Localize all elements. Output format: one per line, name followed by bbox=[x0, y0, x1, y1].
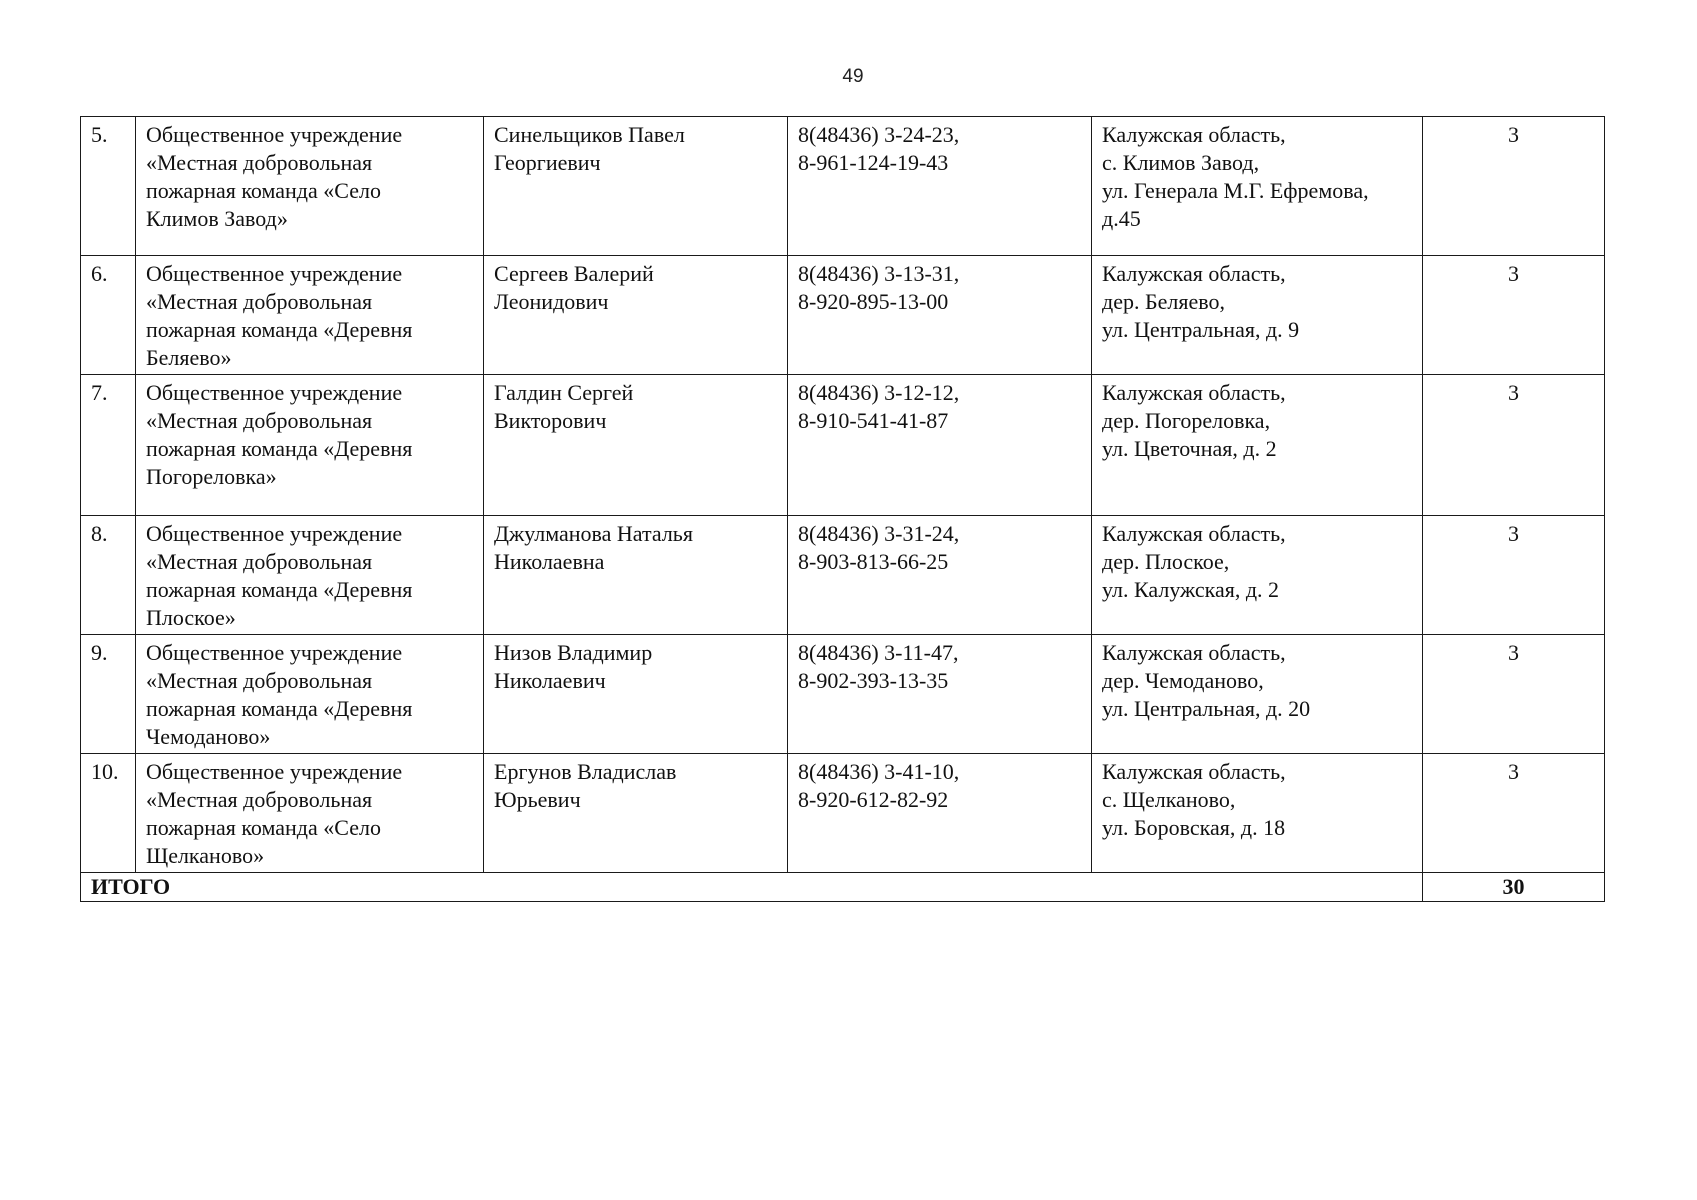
text-line: Беляево» bbox=[146, 345, 232, 370]
text-line: «Местная добровольная bbox=[146, 549, 373, 574]
text-line: Общественное учреждение bbox=[146, 380, 403, 405]
table-row bbox=[81, 256, 1605, 375]
text-line: Общественное учреждение bbox=[146, 521, 403, 546]
text-line: Калужская область, bbox=[1102, 261, 1286, 286]
text-line: Общественное учреждение bbox=[146, 640, 403, 665]
text-line: Галдин Сергей bbox=[494, 380, 634, 405]
address bbox=[1092, 754, 1423, 873]
row-number: 8. bbox=[81, 516, 136, 635]
phone-numbers bbox=[788, 516, 1092, 635]
text-line: 8-920-612-82-92 bbox=[798, 787, 949, 812]
text-line: ул. Центральная, д. 9 bbox=[1102, 317, 1300, 342]
total-row bbox=[81, 873, 1605, 902]
head-name bbox=[484, 256, 788, 375]
text-line: 8(48436) 3-13-31, bbox=[798, 261, 960, 286]
head-name bbox=[484, 754, 788, 873]
text-line: Николаевна bbox=[494, 549, 605, 574]
text-line: дер. Беляево, bbox=[1102, 289, 1225, 314]
row-number: 7. bbox=[81, 375, 136, 516]
address bbox=[1092, 117, 1423, 256]
staff-count: 3 bbox=[1423, 754, 1605, 873]
organization-name bbox=[136, 256, 484, 375]
text-line: Климов Завод» bbox=[146, 206, 288, 231]
text-line: Калужская область, bbox=[1102, 122, 1286, 147]
row-number: 5. bbox=[81, 117, 136, 256]
text-line: 8-902-393-13-35 bbox=[798, 668, 949, 693]
text-line: пожарная команда «Село bbox=[146, 178, 381, 203]
table-row bbox=[81, 375, 1605, 516]
text-line: 8(48436) 3-41-10, bbox=[798, 759, 960, 784]
text-line: Калужская область, bbox=[1102, 380, 1286, 405]
text-line: Джулманова Наталья bbox=[494, 521, 693, 546]
text-line: «Местная добровольная bbox=[146, 289, 373, 314]
organization-name bbox=[136, 375, 484, 516]
phone-numbers bbox=[788, 256, 1092, 375]
text-line: Синельщиков Павел bbox=[494, 122, 685, 147]
text-line: Общественное учреждение bbox=[146, 759, 403, 784]
table-row bbox=[81, 754, 1605, 873]
text-line: Плоское» bbox=[146, 605, 236, 630]
text-line: 8(48436) 3-12-12, bbox=[798, 380, 960, 405]
text-line: 8-903-813-66-25 bbox=[798, 549, 949, 574]
address bbox=[1092, 256, 1423, 375]
table-row bbox=[81, 635, 1605, 754]
text-line: д.45 bbox=[1102, 206, 1141, 231]
text-line: Викторович bbox=[494, 408, 607, 433]
text-line: Чемоданово» bbox=[146, 724, 271, 749]
text-line: пожарная команда «Деревня bbox=[146, 317, 413, 342]
text-line: «Местная добровольная bbox=[146, 668, 373, 693]
text-line: 8(48436) 3-24-23, bbox=[798, 122, 960, 147]
text-line: «Местная добровольная bbox=[146, 150, 373, 175]
row-number: 9. bbox=[81, 635, 136, 754]
organization-name bbox=[136, 516, 484, 635]
head-name bbox=[484, 516, 788, 635]
staff-count: 3 bbox=[1423, 256, 1605, 375]
staff-count: 3 bbox=[1423, 516, 1605, 635]
text-line: 8(48436) 3-31-24, bbox=[798, 521, 960, 546]
text-line: пожарная команда «Деревня bbox=[146, 696, 413, 721]
organization-name bbox=[136, 635, 484, 754]
text-line: 8-961-124-19-43 bbox=[798, 150, 949, 175]
text-line: 8-920-895-13-00 bbox=[798, 289, 949, 314]
text-line: ул. Генерала М.Г. Ефремова, bbox=[1102, 178, 1369, 203]
text-line: пожарная команда «Деревня bbox=[146, 436, 413, 461]
text-line: Калужская область, bbox=[1102, 759, 1286, 784]
row-number: 10. bbox=[81, 754, 136, 873]
organization-name bbox=[136, 754, 484, 873]
text-line: Общественное учреждение bbox=[146, 122, 403, 147]
staff-count: 3 bbox=[1423, 117, 1605, 256]
text-line: ул. Калужская, д. 2 bbox=[1102, 577, 1280, 602]
text-line: Общественное учреждение bbox=[146, 261, 403, 286]
phone-numbers bbox=[788, 117, 1092, 256]
text-line: ул. Цветочная, д. 2 bbox=[1102, 436, 1277, 461]
text-line: ул. Боровская, д. 18 bbox=[1102, 815, 1286, 840]
text-line: Ергунов Владислав bbox=[494, 759, 677, 784]
text-line: пожарная команда «Село bbox=[146, 815, 381, 840]
text-line: с. Щелканово, bbox=[1102, 787, 1236, 812]
text-line: пожарная команда «Деревня bbox=[146, 577, 413, 602]
text-line: Калужская область, bbox=[1102, 521, 1286, 546]
head-name bbox=[484, 375, 788, 516]
address bbox=[1092, 635, 1423, 754]
text-line: Леонидович bbox=[494, 289, 609, 314]
address bbox=[1092, 516, 1423, 635]
table-row bbox=[81, 117, 1605, 256]
total-label: ИТОГО bbox=[81, 873, 1423, 902]
text-line: Калужская область, bbox=[1102, 640, 1286, 665]
text-line: Николаевич bbox=[494, 668, 606, 693]
text-line: Юрьевич bbox=[494, 787, 581, 812]
phone-numbers bbox=[788, 635, 1092, 754]
table-row bbox=[81, 516, 1605, 635]
text-line: Щелканово» bbox=[146, 843, 265, 868]
text-line: дер. Погореловка, bbox=[1102, 408, 1271, 433]
text-line: Погореловка» bbox=[146, 464, 277, 489]
text-line: ул. Центральная, д. 20 bbox=[1102, 696, 1311, 721]
text-line: дер. Плоское, bbox=[1102, 549, 1230, 574]
text-line: с. Климов Завод, bbox=[1102, 150, 1260, 175]
address bbox=[1092, 375, 1423, 516]
fire-brigade-table bbox=[80, 116, 1605, 902]
phone-numbers bbox=[788, 375, 1092, 516]
text-line: дер. Чемоданово, bbox=[1102, 668, 1264, 693]
text-line: Сергеев Валерий bbox=[494, 261, 654, 286]
row-number: 6. bbox=[81, 256, 136, 375]
page-number: 49 bbox=[842, 66, 864, 87]
text-line: «Местная добровольная bbox=[146, 408, 373, 433]
phone-numbers bbox=[788, 754, 1092, 873]
staff-count: 3 bbox=[1423, 635, 1605, 754]
text-line: Низов Владимир bbox=[494, 640, 653, 665]
staff-count: 3 bbox=[1423, 375, 1605, 516]
text-line: 8-910-541-41-87 bbox=[798, 408, 949, 433]
text-line: Георгиевич bbox=[494, 150, 601, 175]
head-name bbox=[484, 117, 788, 256]
organization-name bbox=[136, 117, 484, 256]
text-line: 8(48436) 3-11-47, bbox=[798, 640, 959, 665]
text-line: «Местная добровольная bbox=[146, 787, 373, 812]
total-value: 30 bbox=[1423, 873, 1605, 902]
head-name bbox=[484, 635, 788, 754]
